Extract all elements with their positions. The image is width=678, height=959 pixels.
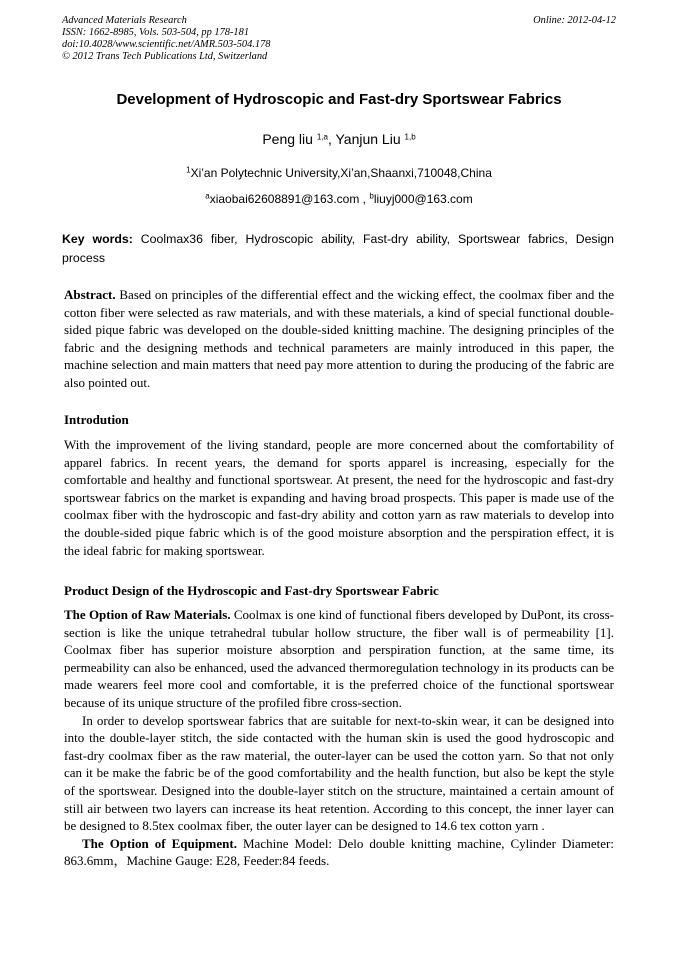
- abstract-text: Based on principles of the differential effect and the wicking effect, the coolmax fiber and the cotton fiber were selected as raw materials, and with these materials, a kind of special functional double-sided pique fabric was developed on the double-sided knitting machine. The designing principles of the fabric and the designing methods and technical parameters are mainly introduced in this paper, the machine selection and main matters that need pay more attention to during the producing of the fabric are also pointed out.: [64, 287, 615, 390]
- introduction-paragraph: [64, 436, 614, 559]
- author-list: [62, 131, 616, 147]
- section-heading: Introdution: [64, 412, 129, 427]
- email-address: liuyj000@163.com: [373, 192, 473, 206]
- subheading: The Option of Equipment.: [82, 835, 237, 851]
- product-design-section: [64, 606, 614, 870]
- issn-line: ISSN: 1662-8985, Vols. 503-504, pp 178-181: [62, 27, 250, 38]
- abstract-label: Abstract.: [64, 287, 116, 302]
- affiliation-superscript: 1: [186, 165, 191, 175]
- subheading: The Option of Raw Materials.: [64, 607, 231, 622]
- paragraph: [64, 606, 614, 712]
- section-heading: Product Design of the Hydroscopic and Fast-dry Sportswear Fabric: [64, 583, 439, 598]
- copyright-line: © 2012 Trans Tech Publications Ltd, Switzerland: [62, 51, 268, 62]
- email-superscript: a: [205, 191, 210, 201]
- paragraph: [64, 835, 614, 870]
- email-superscript: b: [369, 191, 374, 201]
- paragraph: With the improvement of the living standard, people are more concerned about the comfortability of apparel fabrics. In recent years, the demand for sports apparel is increasing, especially for the comfortable and healthy and functional sportswear. At present, the need for the hydroscopic and fast-dry sportswear fabrics on the market is expanding and having broad prospects. This paper is made use of the coolmax fiber with the hydroscopic and fast-dry ability and cotton yarn as raw materials to develop into the double-sided pique fabric which is of the good moisture absorption and the perspiration effect, it is the ideal fabric for making sportswear.: [64, 437, 614, 558]
- author-separator: ,: [327, 131, 336, 147]
- online-date: Online: 2012-04-12: [533, 15, 616, 26]
- journal-header: [62, 15, 616, 63]
- affiliation-text: Xi’an Polytechnic University,Xi’an,Shaanxi,710048,China: [190, 166, 492, 180]
- paper-title: Development of Hydroscopic and Fast-dry Sportswear Fabrics: [116, 91, 562, 108]
- doi-line: doi:10.4028/www.scientific.net/AMR.503-504.178: [62, 39, 271, 50]
- keywords: [62, 230, 614, 268]
- affiliation: [62, 166, 616, 180]
- email-separator: ,: [359, 192, 370, 206]
- author-name: Peng liu: [262, 131, 313, 147]
- email-address: xiaobai62608891@163.com: [209, 192, 360, 206]
- journal-name: Advanced Materials Research: [62, 15, 187, 26]
- paragraph-text: Coolmax is one kind of functional fibers developed by DuPont, its cross-section is like the unique tetrahedral tubular hollow structure, the fiber wall is of permeability [1]. Coolmax fiber has superior moisture absorption and perspiration function, at the same time, its permeability can also be enhanced, used the advanced thermoregulation technology in its products can be made wearers feel more cool and comfortable, it is the preferred choice of the functional sportswear because of its unique structure of the profiled fibre cross-section.: [64, 607, 614, 710]
- keywords-label: Key words:: [62, 232, 133, 246]
- email-list: [62, 192, 616, 206]
- author-superscript: 1,a: [316, 132, 328, 142]
- author-superscript: 1,b: [404, 132, 416, 142]
- abstract: [64, 286, 614, 392]
- paragraph: In order to develop sportswear fabrics that are suitable for next-to-skin wear, it can be designed into into the double-layer stitch, the side contacted with the human skin is used the good hydroscopic and fast-dry coolmax fiber as the raw material, the outer-layer can be used the cotton yarn. So that not only can it be make the fabric be of the good comfortability and the health function, but also be kept the style of the sportswear. Designed into the double-layer stitch on the structure, maintained a certain amount of still air between two layers can increase its heat retention. According to this concept, the inner layer can be designed to 8.5tex coolmax fiber, the outer layer can be designed to 14.6 tex cotton yarn .: [64, 712, 614, 834]
- keywords-text: Coolmax36 fiber, Hydroscopic ability, Fast-dry ability, Sportswear fabrics, Design process: [62, 232, 614, 265]
- author-name: Yanjun Liu: [335, 131, 401, 147]
- paragraph-text: Machine Model: Delo double knitting machine, Cylinder Diameter: 863.6mm，Machine Gauge: E28, Feeder:84 feeds.: [64, 835, 614, 869]
